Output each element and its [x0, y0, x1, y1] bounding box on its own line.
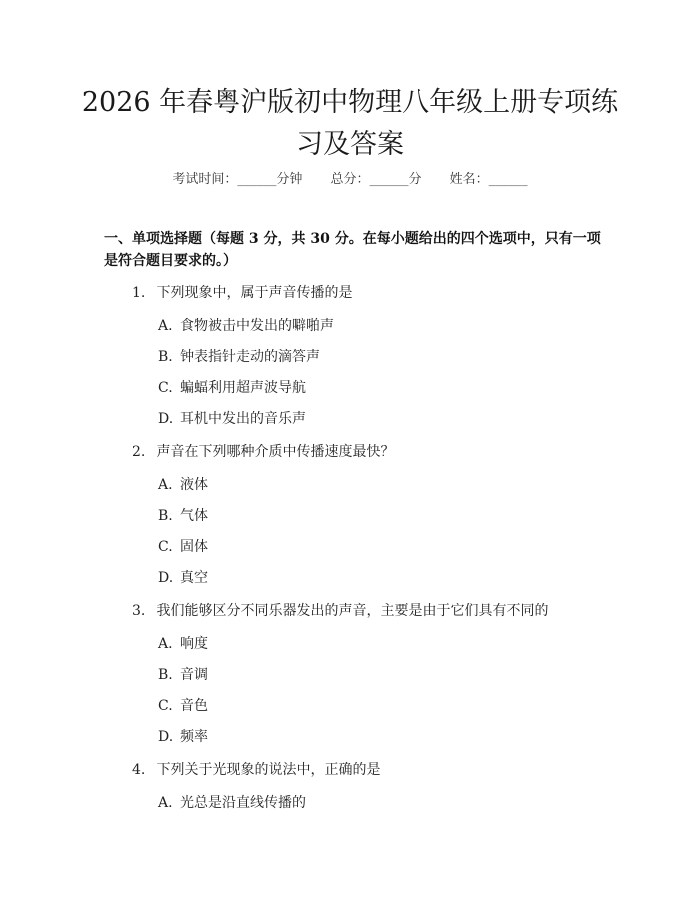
option-text: 光总是沿直线传播的 — [180, 795, 306, 811]
option-3c — [158, 695, 208, 715]
title-line-2: 习及答案 — [296, 129, 404, 160]
document-title — [60, 82, 640, 166]
option-2b — [158, 505, 208, 525]
option-letter: B. — [158, 349, 173, 365]
option-text: 响度 — [180, 636, 208, 652]
option-4a — [158, 792, 306, 812]
option-text: 固体 — [180, 539, 208, 555]
student-name: 姓名：______ — [449, 172, 528, 187]
question-number: 4. — [132, 762, 146, 778]
option-letter: C. — [158, 539, 173, 555]
option-letter: D. — [158, 729, 174, 745]
option-text: 耳机中发出的音乐声 — [180, 411, 306, 427]
option-1b — [158, 346, 320, 366]
total-score: 总分：______分 — [330, 172, 422, 187]
question-text: 下列关于光现象的说法中，正确的是 — [156, 762, 381, 778]
question-2 — [132, 441, 394, 461]
section-heading: 一、单项选择题（每题 3 分，共 30 分。在每小题给出的四个选项中，只有一项是符合题目要求的。） — [104, 231, 601, 269]
option-text: 食物被击中发出的噼啪声 — [180, 318, 334, 334]
option-letter: A. — [158, 477, 173, 493]
option-1d — [158, 408, 306, 428]
option-text: 频率 — [180, 729, 208, 745]
question-number: 3. — [132, 603, 146, 619]
option-2d — [158, 567, 208, 587]
option-letter: B. — [158, 667, 173, 683]
option-letter: D. — [158, 411, 174, 427]
option-3d — [158, 726, 208, 746]
option-text: 蝙蝠利用超声波导航 — [180, 380, 306, 396]
question-number: 2. — [132, 444, 146, 460]
question-text: 我们能够区分不同乐器发出的声音，主要是由于它们具有不同的 — [156, 603, 549, 619]
question-1 — [132, 282, 352, 302]
question-text: 声音在下列哪种介质中传播速度最快？ — [156, 444, 395, 460]
option-text: 钟表指针走动的滴答声 — [180, 349, 320, 365]
option-2c — [158, 536, 208, 556]
option-text: 音色 — [180, 698, 208, 714]
title-line-1: 2026 年春粤沪版初中物理八年级上册专项练 — [81, 87, 619, 118]
option-letter: B. — [158, 508, 173, 524]
option-letter: A. — [158, 636, 173, 652]
option-text: 气体 — [180, 508, 208, 524]
option-letter: A. — [158, 795, 173, 811]
option-text: 音调 — [180, 667, 208, 683]
option-letter: A. — [158, 318, 173, 334]
question-3 — [132, 600, 548, 620]
option-text: 液体 — [180, 477, 208, 493]
question-text: 下列现象中，属于声音传播的是 — [156, 285, 353, 301]
option-letter: C. — [158, 698, 173, 714]
exam-meta — [0, 168, 700, 187]
option-letter: C. — [158, 380, 173, 396]
question-number: 1. — [132, 285, 146, 301]
option-1c — [158, 377, 306, 397]
option-text: 真空 — [180, 570, 208, 586]
option-3b — [158, 664, 208, 684]
exam-time: 考试时间：______分钟 — [172, 172, 303, 187]
option-1a — [158, 315, 334, 335]
option-3a — [158, 633, 208, 653]
option-letter: D. — [158, 570, 174, 586]
question-4 — [132, 759, 380, 779]
option-2a — [158, 474, 208, 494]
